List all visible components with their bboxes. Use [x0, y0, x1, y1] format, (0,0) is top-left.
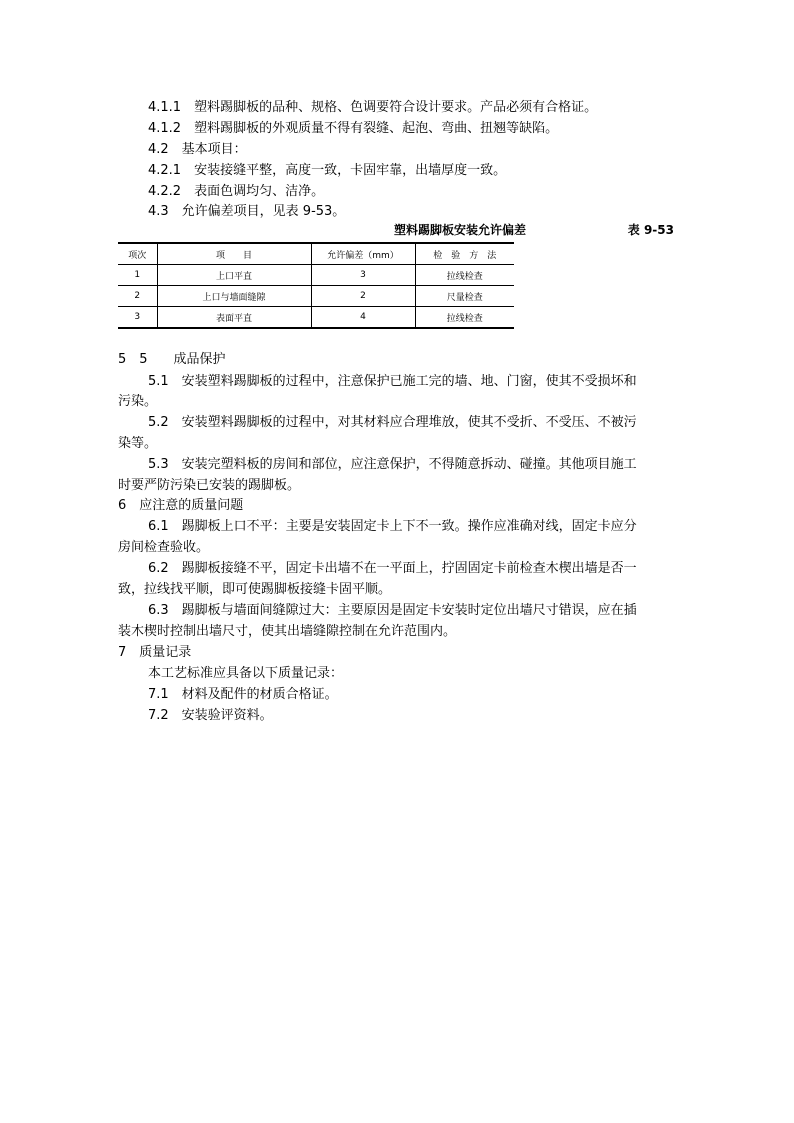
table-row	[118, 286, 514, 307]
cell-item: 上口平直	[157, 265, 311, 286]
clause-5-1-cont: 污染。	[118, 394, 158, 409]
tolerance-table	[118, 242, 514, 329]
cell-item-no: 2	[118, 286, 157, 307]
cell-item-no: 1	[118, 265, 157, 286]
clause-5-2: 5.2 安装塑料踢脚板的过程中，对其材料应合理堆放，使其不受折、不受压、不被污	[148, 415, 637, 430]
header-item: 项 目	[157, 243, 311, 265]
cell-item: 上口与墙面缝隙	[157, 286, 311, 307]
section-5-heading: 5 5 成品保护	[118, 352, 226, 367]
cell-item-no: 3	[118, 307, 157, 329]
clause-7-1: 7.1 材料及配件的材质合格证。	[148, 687, 338, 702]
table-caption	[118, 222, 678, 238]
clause-5-3: 5.3 安装完塑料板的房间和部位，应注意保护，不得随意拆动、碰撞。其他项目施工	[148, 457, 637, 472]
table-row	[118, 307, 514, 329]
cell-method: 拉线检查	[415, 307, 514, 329]
clause-6-2-cont: 致，拉线找平顺，即可使踢脚板接缝卡固平顺。	[118, 582, 392, 597]
clause-6-1-cont: 房间检查验收。	[118, 540, 210, 555]
cell-method: 尺量检查	[415, 286, 514, 307]
clause-5-2-cont: 染等。	[118, 436, 158, 451]
clause-5-3-cont: 时要严防污染已安装的踢脚板。	[118, 478, 301, 493]
header-item-no: 项次	[118, 243, 157, 265]
clause-4-3: 4.3 允许偏差项目，见表 9-53。	[148, 204, 346, 219]
clause-4-2-2: 4.2.2 表面色调均匀、洁净。	[148, 184, 325, 199]
table-row	[118, 265, 514, 286]
clause-6-3: 6.3 踢脚板与墙面间缝隙过大：主要原因是固定卡安装时定位出墙尺寸错误，应在插	[148, 603, 637, 618]
clause-6-3-cont: 装木楔时控制出墙尺寸，使其出墙缝隙控制在允许范围内。	[118, 624, 457, 639]
header-method: 检 验 方 法	[415, 243, 514, 265]
quality-records-intro: 本工艺标准应具备以下质量记录：	[148, 666, 344, 681]
clause-4-2-1: 4.2.1 安装接缝平整，高度一致，卡固牢靠，出墙厚度一致。	[148, 163, 507, 178]
cell-tolerance: 2	[311, 286, 415, 307]
clause-4-1-1: 4.1.1 塑料踢脚板的品种、规格、色调要符合设计要求。产品必须有合格证。	[148, 100, 598, 115]
section-6-heading: 6 应注意的质量问题	[118, 498, 244, 513]
clause-5-1: 5.1 安装塑料踢脚板的过程中，注意保护已施工完的墙、地、门窗，使其不受损坏和	[148, 374, 637, 389]
table-header-row	[118, 243, 514, 265]
clause-7-2: 7.2 安装验评资料。	[148, 708, 273, 723]
clause-6-2: 6.2 踢脚板接缝不平，固定卡出墙不在一平面上，拧固固定卡前检查木楔出墙是否一	[148, 561, 637, 576]
table-number: 表 9-53	[627, 223, 674, 237]
cell-tolerance: 3	[311, 265, 415, 286]
clause-4-2: 4.2 基本项目：	[148, 142, 247, 157]
cell-item: 表面平直	[157, 307, 311, 329]
cell-tolerance: 4	[311, 307, 415, 329]
header-tolerance: 允许偏差（mm）	[311, 243, 415, 265]
clause-6-1: 6.1 踢脚板上口不平：主要是安装固定卡上下不一致。操作应准确对线，固定卡应分	[148, 519, 637, 534]
cell-method: 拉线检查	[415, 265, 514, 286]
table-title: 塑料踢脚板安装允许偏差	[394, 223, 527, 237]
clause-4-1-2: 4.1.2 塑料踢脚板的外观质量不得有裂缝、起泡、弯曲、扭翘等缺陷。	[148, 121, 559, 136]
section-7-heading: 7 质量记录	[118, 645, 192, 660]
